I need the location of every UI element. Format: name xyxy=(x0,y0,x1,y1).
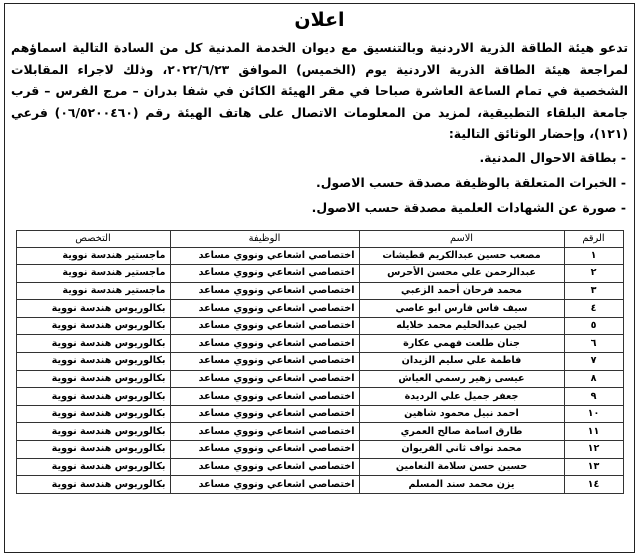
cell-number: ١٢ xyxy=(564,441,623,459)
cell-name: يزن محمد سند المسلم xyxy=(359,476,564,494)
cell-name: جعفر جميل علي الرديدة xyxy=(359,388,564,406)
table-row xyxy=(16,476,623,494)
cell-job: اختصاصي اشعاعي ونووي مساعد xyxy=(170,300,359,318)
cell-job: اختصاصي اشعاعي ونووي مساعد xyxy=(170,317,359,335)
header-name: الاسم xyxy=(359,230,564,247)
cell-name: لجين عبدالحليم محمد خلايله xyxy=(359,317,564,335)
cell-name: احمد نبيل محمود شاهين xyxy=(359,405,564,423)
required-document-3: - صورة عن الشهادات العلمية مصدقة حسب الاصول. xyxy=(311,199,626,215)
announcement-paragraph: تدعو هيئة الطاقة الذرية الاردنية وبالتنسيق مع ديوان الخدمة المدنية كل من السادة التالية اسماؤهم لمراجعة هيئة الطاقة الذرية الاردنية يوم (الخميس) الموافق ٢٠٢٢/٦/٢٣، وذلك لاجراء المقابلات الشخصية في تمام الساعة العاشرة صباحا في مقر الهيئة الكائن في شفا بدران – مرج الفرس – قرب جامعة البلقاء التطبيقية، لمزيد من المعلومات الاتصال على هاتف الهيئة رقم (٠٦/٥٢٠٠٤٦٠) فرعي (١٢١)، وإحضار الوثائق التالية: xyxy=(11,40,629,141)
table-row xyxy=(16,282,623,300)
table-row xyxy=(16,265,623,283)
cell-number: ٢ xyxy=(564,265,623,283)
table-row xyxy=(16,300,623,318)
cell-specialization: بكالوريوس هندسة نووية xyxy=(16,353,170,371)
cell-specialization: بكالوريوس هندسة نووية xyxy=(16,370,170,388)
required-document-2: - الخبرات المتعلقة بالوظيفة مصدقة حسب الاصول. xyxy=(316,174,626,190)
cell-job: اختصاصي اشعاعي ونووي مساعد xyxy=(170,353,359,371)
cell-job: اختصاصي اشعاعي ونووي مساعد xyxy=(170,388,359,406)
cell-name: محمد نواف ثاني الفريوان xyxy=(359,441,564,459)
required-document-1: - بطاقة الاحوال المدنية. xyxy=(479,149,626,165)
announcement-title: اعلان xyxy=(294,9,345,31)
table-row xyxy=(16,247,623,265)
table-row xyxy=(16,353,623,371)
cell-number: ١ xyxy=(564,247,623,265)
cell-number: ٨ xyxy=(564,370,623,388)
cell-specialization: بكالوريوس هندسة نووية xyxy=(16,300,170,318)
cell-name: عبدالرحمن علي محسن الأحرس xyxy=(359,265,564,283)
table-header-row xyxy=(16,230,623,247)
candidates-table xyxy=(16,230,624,494)
header-job: الوظيفة xyxy=(170,230,359,247)
cell-job: اختصاصي اشعاعي ونووي مساعد xyxy=(170,423,359,441)
cell-number: ٧ xyxy=(564,353,623,371)
table-row xyxy=(16,388,623,406)
cell-specialization: بكالوريوس هندسة نووية xyxy=(16,317,170,335)
cell-specialization: ماجستير هندسة نووية xyxy=(16,265,170,283)
cell-specialization: ماجستير هندسة نووية xyxy=(16,282,170,300)
table-row xyxy=(16,423,623,441)
cell-specialization: بكالوريوس هندسة نووية xyxy=(16,476,170,494)
cell-specialization: بكالوريوس هندسة نووية xyxy=(16,441,170,459)
header-number: الرقم xyxy=(564,230,623,247)
cell-name: طارق اسامة صالح العمري xyxy=(359,423,564,441)
header-specialization: التخصص xyxy=(16,230,170,247)
cell-job: اختصاصي اشعاعي ونووي مساعد xyxy=(170,282,359,300)
cell-specialization: ماجستير هندسة نووية xyxy=(16,247,170,265)
cell-number: ١١ xyxy=(564,423,623,441)
cell-number: ٥ xyxy=(564,317,623,335)
cell-number: ١٤ xyxy=(564,476,623,494)
cell-job: اختصاصي اشعاعي ونووي مساعد xyxy=(170,370,359,388)
table-row xyxy=(16,405,623,423)
table-row xyxy=(16,317,623,335)
required-documents-list xyxy=(11,145,628,220)
table-row xyxy=(16,335,623,353)
cell-job: اختصاصي اشعاعي ونووي مساعد xyxy=(170,405,359,423)
cell-specialization: بكالوريوس هندسة نووية xyxy=(16,458,170,476)
cell-name: حسين حسن سلامة النعامين xyxy=(359,458,564,476)
cell-job: اختصاصي اشعاعي ونووي مساعد xyxy=(170,335,359,353)
cell-number: ٣ xyxy=(564,282,623,300)
cell-number: ١٠ xyxy=(564,405,623,423)
announcement-page xyxy=(4,3,635,553)
cell-number: ١٣ xyxy=(564,458,623,476)
cell-name: عيسى زهير رسمي العياش xyxy=(359,370,564,388)
cell-job: اختصاصي اشعاعي ونووي مساعد xyxy=(170,265,359,283)
cell-specialization: بكالوريوس هندسة نووية xyxy=(16,423,170,441)
cell-name: سيف فاس فارس ابو عاصي xyxy=(359,300,564,318)
table-row xyxy=(16,370,623,388)
cell-name: محمد فرحان أحمد الزعبي xyxy=(359,282,564,300)
cell-job: اختصاصي اشعاعي ونووي مساعد xyxy=(170,247,359,265)
cell-name: مصعب حسين عبدالكريم قطيشات xyxy=(359,247,564,265)
cell-number: ٦ xyxy=(564,335,623,353)
table-body xyxy=(16,247,623,493)
cell-specialization: بكالوريوس هندسة نووية xyxy=(16,388,170,406)
cell-job: اختصاصي اشعاعي ونووي مساعد xyxy=(170,476,359,494)
table-row xyxy=(16,458,623,476)
cell-job: اختصاصي اشعاعي ونووي مساعد xyxy=(170,458,359,476)
table-row xyxy=(16,441,623,459)
cell-number: ٤ xyxy=(564,300,623,318)
cell-name: جنان طلعت فهمي عكارة xyxy=(359,335,564,353)
cell-job: اختصاصي اشعاعي ونووي مساعد xyxy=(170,441,359,459)
cell-specialization: بكالوريوس هندسة نووية xyxy=(16,405,170,423)
cell-specialization: بكالوريوس هندسة نووية xyxy=(16,335,170,353)
cell-name: فاطمة علي سليم الزيدان xyxy=(359,353,564,371)
cell-number: ٩ xyxy=(564,388,623,406)
